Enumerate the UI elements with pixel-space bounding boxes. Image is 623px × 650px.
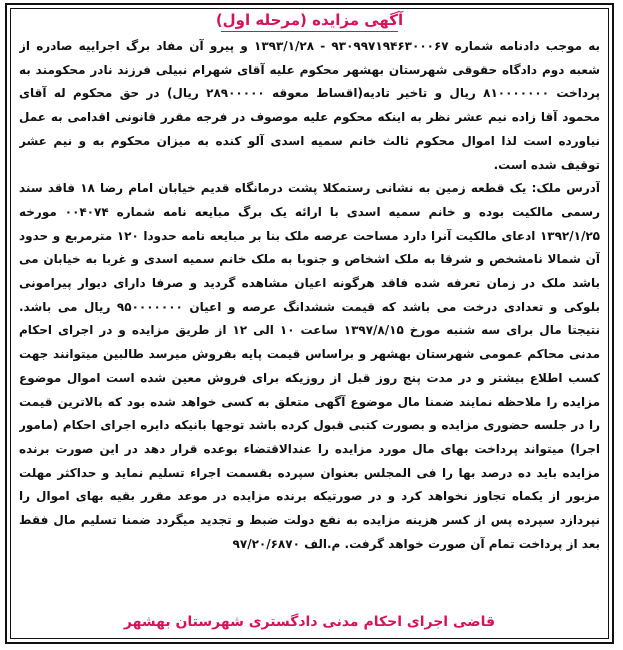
notice-signature: قاضی اجرای احکام مدنی دادگستری شهرستان بهشهر xyxy=(123,614,496,630)
notice-frame xyxy=(5,3,614,644)
title-underline xyxy=(221,31,398,32)
notice-title: آگهی مزایده (مرحله اول) xyxy=(215,11,404,29)
notice-inner-border xyxy=(10,8,609,639)
notice-paragraph-property: آدرس ملک: یک قطعه زمین به نشانی رستمکلا پشت درمانگاه قدیم خیابان امام رضا ۱۸ فاقد سند رسمی مالکیت بوده و خانم سمیه اسدی با ارائه یک برگ مبایعه نامه شماره ۰۰۴۰۷۴ مورخه ۱۳۹۲/۱/۲۵ ادعای مالکیت آنرا دارد مساحت عرصه ملک بنا بر مبایعه نامه حدودا ۱۲۰ مترمربع و حدود آن شمالا نامشخص و شرقا به ملک اشخاص و جنوبا به ملک خانم سمیه اسدی و غربا به خیابان می باشد ملک در زمان تعرفه شده فاقد هرگونه اعیان مشاهده گردید و صرفا دارای دیوار پیرامونی بلوکی و تعدادی درخت می باشد که قیمت ششدانگ عرصه و اعیان ۹۵۰۰۰۰۰۰۰ ریال می باشد. نتیجتا مال برای سه شنبه مورخ ۱۳۹۷/۸/۱۵ ساعت ۱۰ الی ۱۲ از طریق مزایده و در اجرای احکام مدنی محاکم عمومی شهرستان بهشهر و براساس قیمت پایه بفروش میرسد طالبین میتوانند جهت کسب اطلاع بیشتر و در مدت پنج روز قبل از روزیکه برای فروش معین شده است اموال موضوع مزایده را ملاحظه نمایند ضمنا مال موضوع آگهی متعلق به کسی خواهد شده بود که بالاترین قیمت را در جلسه حضوری مزایده و بصورت کتبی قبول کرده باشد توجها بانیکه دایره اجرای احکام (مامور اجرا) میتواند پرداخت بهای مال مورد مزایده را عندالاقتضاء بوعده قرار دهد در این صورت برنده مزایده باید ده درصد بها را فی المجلس بعنوان سپرده بقسمت اجراء تسلیم نماید و حداکثر مهلت مزبور از یکماه تجاوز نخواهد کرد و در صورتیکه برنده مزایده در موعد مقرر بقیه بهای اموال را نپردازد سپرده پس از کسر هزینه مزایده به نفع دولت ضبط و تجدید میگردد ضمنا تسلیم مال فقط بعد از پرداخت تمام آن صورت خواهد گرفت. م.الف ۹۷/۲۰/۶۸۷۰ xyxy=(19,181,600,551)
notice-body xyxy=(19,35,600,607)
notice-paragraph-verdict: به موجب دادنامه شماره ۹۳۰۹۹۷۱۹۴۶۳۰۰۰۶۷ - ۱۳۹۳/۱/۲۸ و پیرو آن مفاد برگ اجراییه صادره از شعبه دوم دادگاه حقوقی شهرستان بهشهر محکوم علیه آقای شهرام نبیلی فرزند نادر محکومند به پرداخت ۸۱۰۰۰۰۰۰۰ ریال و تاخیر تادیه(اقساط معوقه ۲۸۹۰۰۰۰۰ ریال) در حق محکوم له آقای محمود آقا زاده نیم عشر نظر به اینکه محکوم علیه موصوف در فرجه مقرر قانونی اقدامی به عمل نیاورده است لذا اموال محکوم ثالث خانم سمیه اسدی آلو کنده به میزان محکوم به و نیم عشر توقیف شده است. xyxy=(19,39,600,172)
